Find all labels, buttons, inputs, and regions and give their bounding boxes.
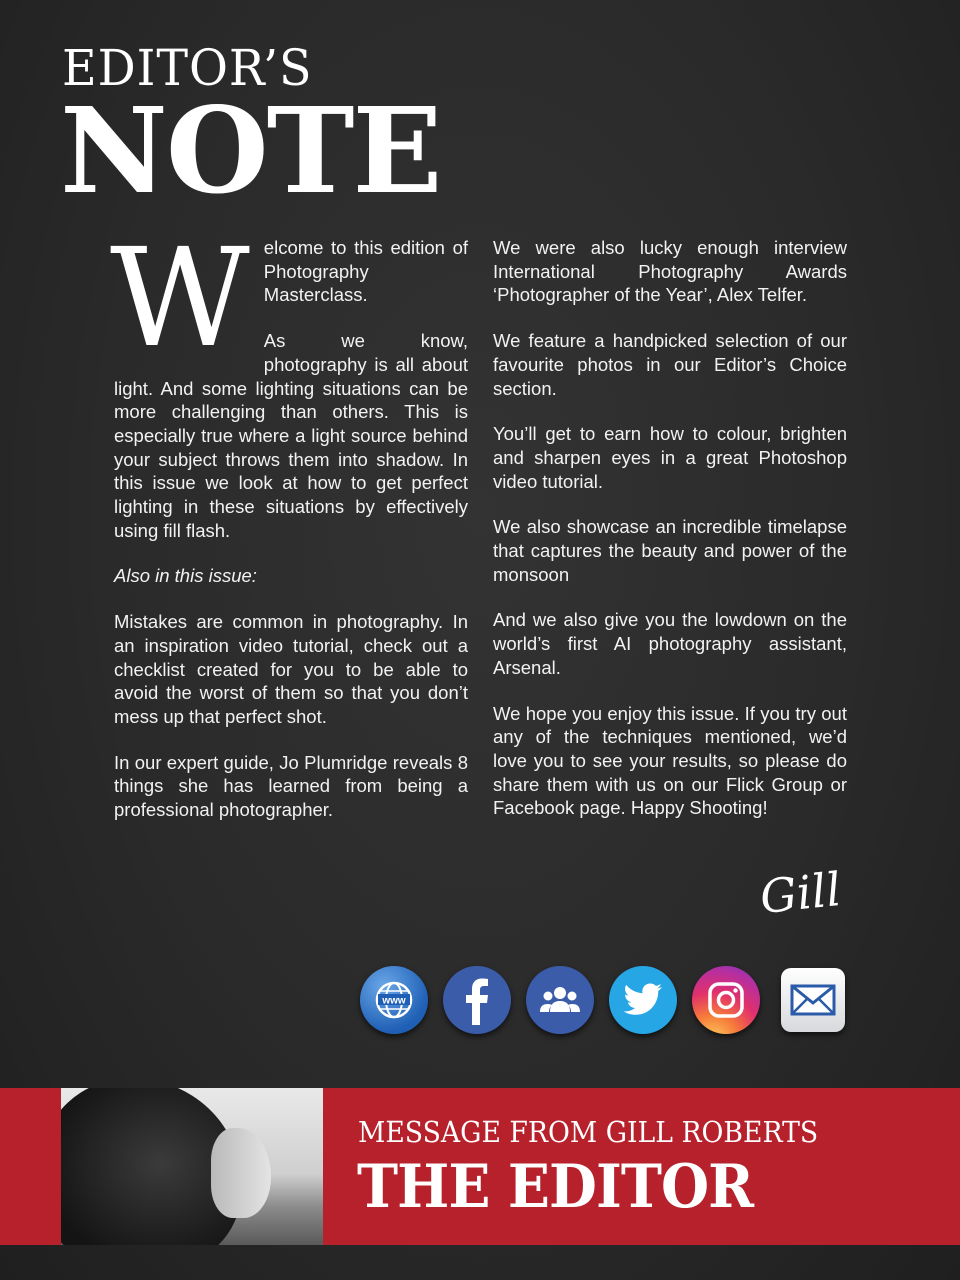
- interview-paragraph: We were also lucky enough interview International Photography Awards ‘Photographer of the Year’, Alex Telfer.: [493, 237, 847, 306]
- editor-photo: [61, 1088, 323, 1245]
- dropcap: W: [110, 220, 250, 378]
- photo-face: [211, 1128, 271, 1218]
- photoshop-paragraph: You’ll get to earn how to colour, brighten and sharpen eyes in a great Photoshop video tutorial.: [493, 423, 847, 492]
- closing-paragraph: We hope you enjoy this issue. If you try out any of the techniques mentioned, we’d love you to see your results, so please do share them with us on our Flick Group or Facebook page. Happy Shooting!: [493, 702, 847, 819]
- heading-note: NOTE: [60, 81, 441, 220]
- left-column: [110, 220, 468, 844]
- banner-title: THE EDITOR: [357, 1152, 754, 1222]
- svg-text:www: www: [382, 995, 406, 1007]
- expert-guide-paragraph: In our expert guide, Jo Plumridge reveals 8 things she has learned from being a professional photographer.: [114, 751, 468, 821]
- timelapse-paragraph: We also showcase an incredible timelapse that captures the beauty and power of the monsoon: [493, 516, 847, 585]
- also-heading: Also in this issue:: [114, 565, 257, 587]
- twitter-icon[interactable]: [609, 966, 677, 1034]
- mistakes-paragraph: Mistakes are common in photography. In an inspiration video tutorial, check out a checklist created for you to be able to avoid the worst of them so that you don’t mess up that perfect shot.: [114, 611, 468, 727]
- editors-choice-paragraph: We feature a handpicked selection of our favourite photos in our Editor’s Choice section.: [493, 330, 847, 399]
- facebook-icon[interactable]: [443, 966, 511, 1034]
- ai-paragraph: And we also give you the lowdown on the world’s first AI photography assistant, Arsenal.: [493, 609, 847, 678]
- page-heading: [60, 39, 441, 220]
- heading-editors: EDITOR’S: [62, 39, 313, 97]
- social-links: [360, 966, 845, 1034]
- instagram-icon[interactable]: [692, 966, 760, 1034]
- light-paragraph: As we know, photography is all about light. And some lighting situations can be more challenging than others. This is especially true where a light source behind your subject throws them into shadow. In this issue we look at how to get perfect lighting in these situations by effectively using fill flash.: [114, 330, 468, 541]
- mail-icon[interactable]: [781, 968, 845, 1032]
- editor-signature: Gill: [757, 861, 844, 925]
- group-icon[interactable]: [526, 966, 594, 1034]
- banner-subtitle: MESSAGE FROM GILL ROBERTS: [358, 1115, 819, 1149]
- right-column: [493, 236, 847, 842]
- intro-paragraph: elcome to this edition of Photography Masterclass.: [263, 237, 468, 306]
- globe-icon[interactable]: [360, 966, 428, 1034]
